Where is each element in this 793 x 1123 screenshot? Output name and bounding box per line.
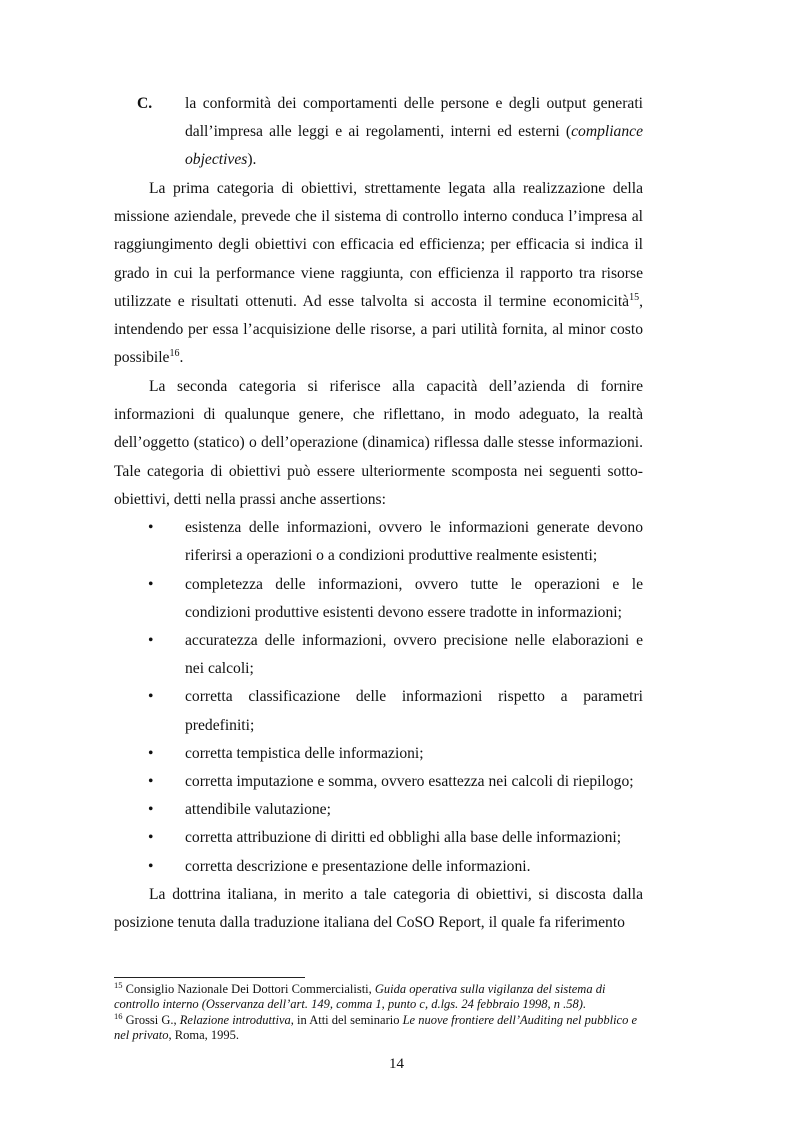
list-item-text: attendibile valutazione; [185, 801, 331, 819]
footnote-15 [114, 979, 643, 1013]
bullet-icon: • [148, 519, 154, 537]
paragraph-1-text-c: . [179, 349, 184, 367]
item-c-text-end: ). [247, 151, 257, 169]
bullet-icon: • [148, 631, 154, 649]
paragraph-1-text-a: La prima categoria di obiettivi, strettamente legata alla realizzazione della missione aziendale, prevede che il sistema di controllo interno conduca l’impresa al raggiungimento degli obiettivi con efficacia ed efficienza; per efficacia si indica il grado in cui la performance viene raggiunta, con efficienza il rapporto tra risorse utilizzate e risultati ottenuti. Ad esse talvolta si accosta il termine economicità [114, 179, 643, 310]
list-item-c [114, 90, 643, 175]
list-item-text: corretta tempistica delle informazioni; [185, 744, 424, 762]
footnote-15-italic: Guida operativa sulla vigilanza del sistema di controllo interno (Osservanza dell’art. 149, comma 1, punto c, d.lgs. 24 febbraio 1998, n .58). [114, 982, 606, 1012]
footnote-ref-15[interactable]: 15 [629, 291, 640, 303]
page-body [114, 90, 643, 937]
list-item [114, 853, 643, 881]
footnote-16-text-b: , in Atti del seminario [290, 1012, 403, 1027]
paragraph-2: La seconda categoria si riferisce alla capacità dell’azienda di fornire informazioni di qualunque genere, che riflettano, in modo adeguato, la realtà dell’oggetto (statico) o dell’operazione (dinamica) riflessa dalle stesse informazioni. Tale categoria di obiettivi può essere ulteriormente scomposta nei seguenti sotto-obiettivi, detti nella prassi anche assertions: [114, 377, 643, 508]
bullet-icon: • [148, 688, 154, 706]
footnote-divider [114, 977, 305, 978]
footnote-number-16: 16 [114, 1010, 123, 1021]
list-item-text: completezza delle informazioni, ovvero tutte le operazioni e le condizioni produttive esistenti devono essere tradotte in informazioni; [185, 575, 643, 621]
item-c-text: la conformità dei comportamenti delle persone e degli output generati dall’impresa alle leggi e ai regolamenti, interni ed esterni ( [185, 95, 643, 141]
list-item-text: corretta classificazione delle informazioni rispetto a parametri predefiniti; [185, 688, 643, 734]
list-item [114, 768, 643, 796]
footnote-16-italic-a: Relazione introduttiva [179, 1012, 291, 1027]
list-item [114, 627, 643, 683]
list-item-text: corretta descrizione e presentazione delle informazioni. [185, 857, 531, 875]
footnote-15-text: Consiglio Nazionale Dei Dottori Commercialisti, [122, 982, 375, 996]
footnote-ref-16[interactable]: 16 [169, 348, 180, 360]
list-marker-c: C. [137, 95, 153, 112]
footnote-16-text-c: , Roma, 1995. [168, 1028, 239, 1043]
bullet-icon: • [148, 575, 154, 593]
footnote-16-text-a: Grossi G., [122, 1012, 180, 1027]
paragraph-3: La dottrina italiana, in merito a tale categoria di obiettivi, si discosta dalla posizione tenuta dalla traduzione italiana del CoSO Report, il quale fa riferimento [114, 885, 643, 932]
list-item [114, 571, 643, 627]
paragraph-1 [114, 175, 643, 373]
list-item [114, 740, 643, 768]
list-item-text: corretta imputazione e somma, ovvero esattezza nei calcoli di riepilogo; [185, 773, 634, 790]
item-c-italic: compliance objectives [185, 123, 643, 169]
footnote-number-15: 15 [114, 979, 123, 990]
footnote-16 [114, 1010, 643, 1044]
footnotes [114, 979, 643, 1044]
page-number: 14 [389, 1056, 404, 1072]
bullet-icon: • [148, 801, 154, 819]
list-item [114, 683, 643, 739]
bullet-icon: • [148, 744, 154, 762]
paragraph-1-text-b: , intendendo per essa l’acquisizione delle risorse, a pari utilità fornita, al minor costo possibile [114, 292, 643, 367]
assertions-list [114, 514, 643, 881]
list-item [114, 514, 643, 570]
footnote-16-italic-b: Le nuove frontiere dell’Auditing nel pubblico e nel privato [114, 1012, 638, 1043]
bullet-icon: • [148, 773, 154, 790]
list-item [114, 796, 643, 824]
list-item-text: corretta attribuzione di diritti ed obblighi alla base delle informazioni; [185, 829, 622, 847]
list-item [114, 824, 643, 852]
bullet-icon: • [148, 829, 154, 847]
bullet-icon: • [148, 857, 154, 875]
list-item-text: accuratezza delle informazioni, ovvero precisione nelle elaborazioni e nei calcoli; [185, 631, 643, 678]
list-item-text: esistenza delle informazioni, ovvero le informazioni generate devono riferirsi a operazioni o a condizioni produttive realmente esistenti; [185, 519, 643, 565]
